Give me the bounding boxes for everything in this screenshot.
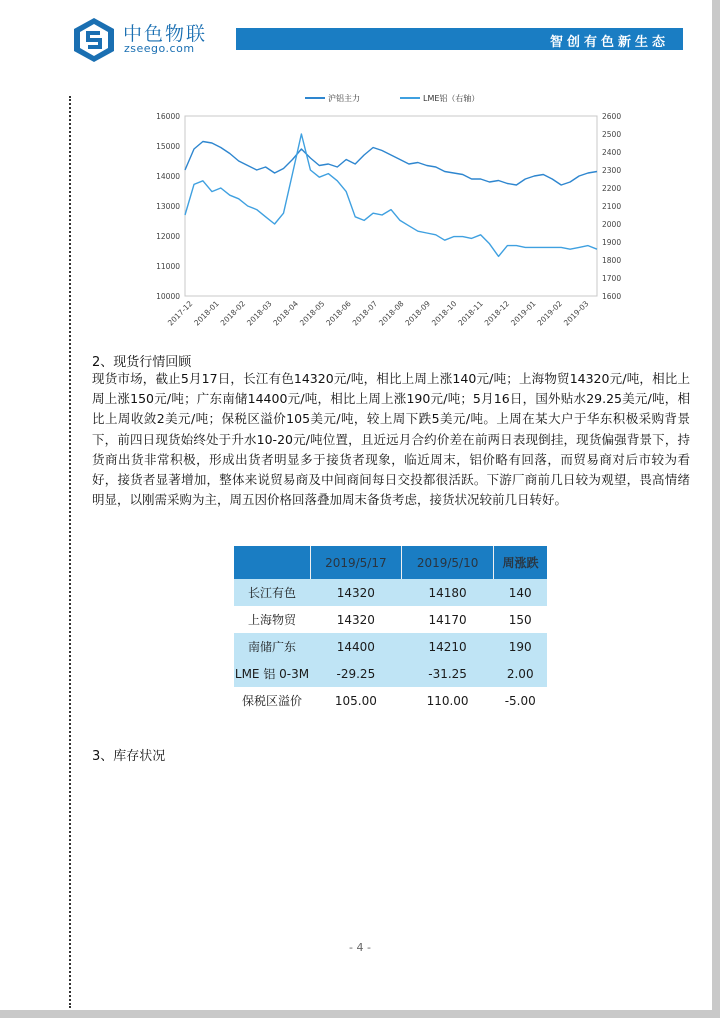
y-right-tick-label: 1600 xyxy=(602,292,622,301)
series-line-lme xyxy=(185,134,597,256)
table-row xyxy=(234,579,547,606)
x-tick-label: 2018-04 xyxy=(271,299,301,328)
legend-label: 沪铝主力 xyxy=(328,94,360,103)
table-cell: 190 xyxy=(493,633,547,660)
x-tick-label: 2018-05 xyxy=(297,299,327,328)
spot-market-paragraph: 现货市场，截止5月17日，长江有色14320元/吨，相比上周上涨140元/吨；上海物贸14320元/吨，相比上周上涨150元/吨；广东南储14400元/吨，相比上周上涨190元/吨；5月16日，国外贴水29.25美元/吨，相比上周收敛2美元/吨；保税区溢价105美元/吨，较上周下跌5美元/吨。上周在某大户于华东积极采购背景下，前四日现货始终处于升水10-20元/吨位置，且近远月合约价差在前两日表现倒挂，现货偏强背景下，持货商出货非常积极，形成出货者明显多于接货者现象，临近周末，铝价略有回落，而贸易商对后市较为看好，接货者显著增加，整体来说贸易商及中间商间每日交投都很活跃。下游厂商前几日较为观望，畏高情绪明显，以刚需采购为主，周五因价格回落叠加周末备货考虑，接货状况较前几日转好。 xyxy=(92,371,690,508)
table-cell-name: 长江有色 xyxy=(234,579,310,606)
table-cell: 140 xyxy=(493,579,547,606)
y-right-tick-label: 2300 xyxy=(602,166,622,175)
aluminum-price-chart xyxy=(150,86,640,336)
y-left-tick-label: 13000 xyxy=(156,202,180,211)
x-tick-label: 2017-12 xyxy=(165,299,195,328)
table-cell: -31.25 xyxy=(402,660,494,687)
x-tick-label: 2018-11 xyxy=(456,299,485,328)
x-tick-label: 2018-09 xyxy=(403,299,433,328)
chart-svg xyxy=(150,86,640,336)
x-tick-label: 2018-07 xyxy=(350,299,380,328)
table-cell-name: 上海物贸 xyxy=(247,613,296,627)
x-tick-label: 2019-03 xyxy=(561,299,591,328)
table-cell: 105.00 xyxy=(334,693,377,708)
y-right-tick-label: 2600 xyxy=(602,112,622,121)
x-tick-label: 2018-10 xyxy=(429,299,459,328)
table-cell: 14170 xyxy=(428,612,467,627)
table-row xyxy=(234,687,547,714)
table-header-row xyxy=(234,546,547,579)
page-frame-right xyxy=(712,0,720,1018)
table-header-weekly-change: 周涨跌 xyxy=(493,546,547,579)
section-heading-spot-review: 2、现货行情回顾 xyxy=(92,355,192,370)
y-left-tick-label: 15000 xyxy=(156,142,180,151)
y-left-tick-label: 12000 xyxy=(156,232,180,241)
brand-domain: zseego.com xyxy=(124,42,195,55)
y-right-tick-label: 1900 xyxy=(602,238,622,247)
table-row xyxy=(234,606,547,633)
x-tick-label: 2018-03 xyxy=(245,299,274,328)
series-line-shfe xyxy=(185,142,597,186)
y-left-tick-label: 11000 xyxy=(156,262,180,271)
zseego-logo-icon xyxy=(70,16,118,64)
table-cell-name: 保税区溢价 xyxy=(241,694,302,708)
y-right-tick-label: 2000 xyxy=(602,220,622,229)
slogan-text: 智创有色新生态 xyxy=(549,35,669,50)
table-cell: -5.00 xyxy=(504,693,536,708)
y-left-tick-label: 14000 xyxy=(156,172,180,181)
table-row xyxy=(234,660,547,687)
y-right-tick-label: 2500 xyxy=(602,130,622,139)
table-cell: 2.00 xyxy=(493,660,547,687)
page-number: - 4 - xyxy=(349,941,371,954)
y-right-tick-label: 2200 xyxy=(602,184,622,193)
y-right-tick-label: 1700 xyxy=(602,274,622,283)
x-tick-label: 2018-08 xyxy=(377,299,406,328)
y-right-tick-label: 1800 xyxy=(602,256,622,265)
table-cell: 14400 xyxy=(310,633,402,660)
table-cell: 110.00 xyxy=(426,693,469,708)
x-tick-label: 2018-06 xyxy=(324,299,353,328)
table-cell: 14320 xyxy=(310,579,402,606)
legend-label: LME铝（右轴） xyxy=(423,94,480,103)
x-tick-label: 2018-01 xyxy=(192,299,221,328)
table-row xyxy=(234,633,547,660)
y-left-tick-label: 10000 xyxy=(156,292,180,301)
section-heading-inventory: 3、库存状况 xyxy=(92,749,166,764)
y-right-tick-label: 2400 xyxy=(602,148,622,157)
page-frame-bottom xyxy=(0,1010,720,1018)
table-cell: 150 xyxy=(508,612,532,627)
table-cell: 14320 xyxy=(336,612,375,627)
table-header-date-previous: 2019/5/10 xyxy=(402,546,494,579)
table-cell: 14210 xyxy=(402,633,494,660)
table-header-blank xyxy=(234,546,310,579)
y-left-tick-label: 16000 xyxy=(156,112,180,121)
brand-name: 中色物联 xyxy=(123,23,208,45)
margin-dotted-line xyxy=(69,96,71,1008)
y-right-tick-label: 2100 xyxy=(602,202,622,211)
table-cell: 14180 xyxy=(402,579,494,606)
table-header-date-current: 2019/5/17 xyxy=(310,546,402,579)
x-tick-label: 2019-01 xyxy=(509,299,538,328)
spot-price-table xyxy=(234,546,547,714)
slogan-banner xyxy=(236,28,683,50)
x-tick-label: 2019-02 xyxy=(535,299,565,328)
x-tick-label: 2018-02 xyxy=(218,299,248,328)
table-cell: -29.25 xyxy=(310,660,402,687)
table-cell-name: LME 铝 0-3M xyxy=(234,660,310,687)
x-tick-label: 2018-12 xyxy=(482,299,512,328)
table-cell-name: 南储广东 xyxy=(234,633,310,660)
